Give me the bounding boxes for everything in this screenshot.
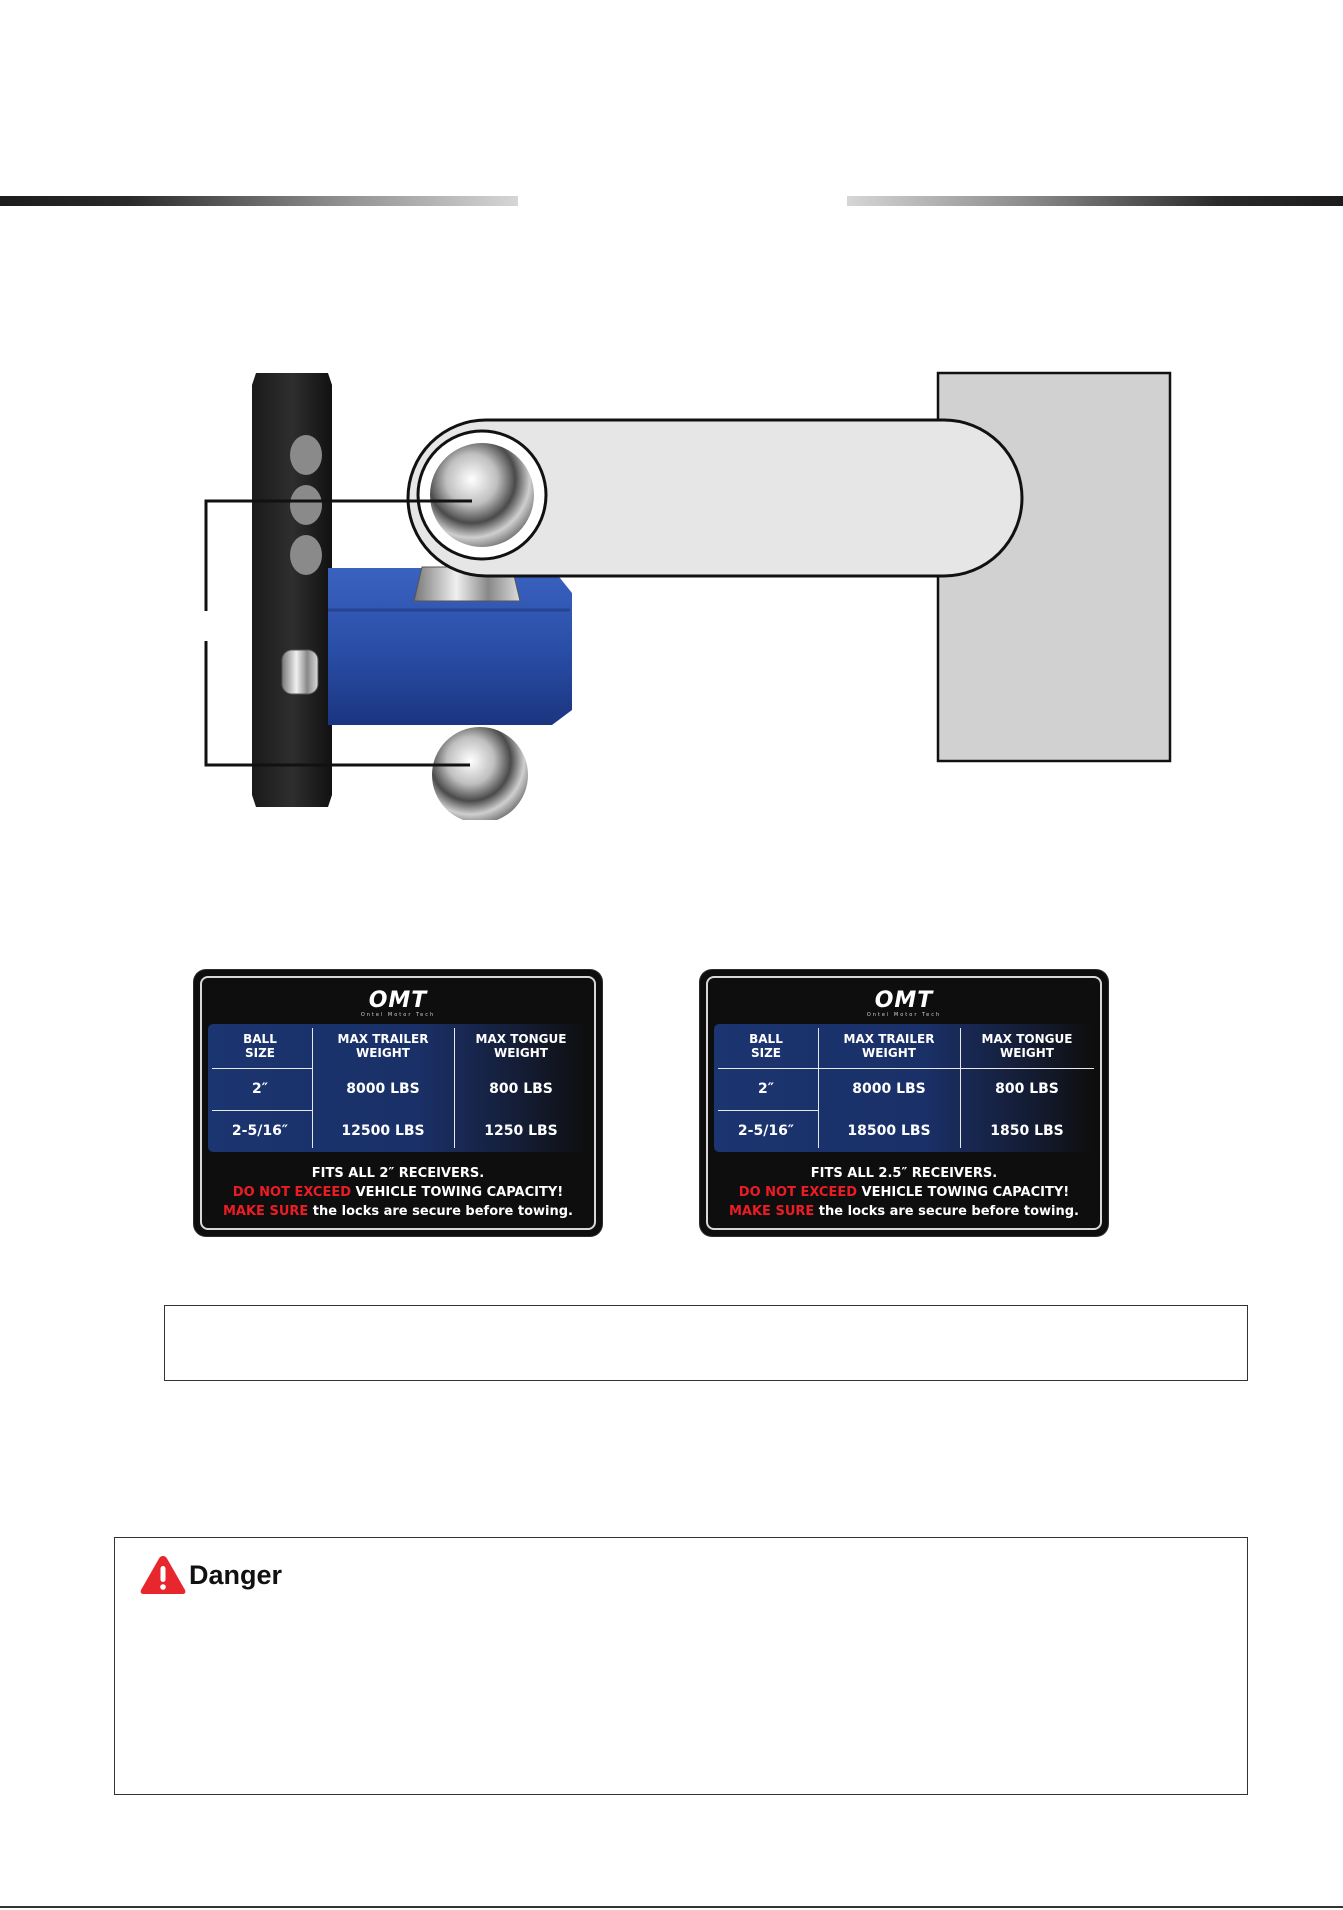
table-cell: 2-5/16″ xyxy=(231,1123,289,1139)
header-ball-size: BALL SIZE xyxy=(749,1032,783,1060)
shank-hole-3 xyxy=(290,535,322,575)
table-cell: 8000 LBS xyxy=(346,1081,420,1097)
towing-capacity-warning: DO NOT EXCEED VEHICLE TOWING CAPACITY! xyxy=(738,1185,1070,1200)
spec-table xyxy=(208,1024,588,1152)
danger-header xyxy=(139,1554,282,1596)
table-cell: 8000 LBS xyxy=(852,1081,926,1097)
header-max-tongue-weight: MAX TONGUE WEIGHT xyxy=(475,1032,567,1060)
fits-receivers-text: FITS ALL 2.5″ RECEIVERS. xyxy=(810,1166,998,1181)
table-cell: 2″ xyxy=(758,1081,774,1097)
header-max-trailer-weight: MAX TRAILER WEIGHT xyxy=(337,1032,429,1060)
header-rule-left xyxy=(0,196,518,206)
omt-logo-subtitle: Ontel Motor Tech xyxy=(360,1012,436,1018)
upper-hitch-ball xyxy=(430,443,534,547)
hitch-illustration xyxy=(190,365,1180,820)
table-cell: 1250 LBS xyxy=(484,1123,558,1139)
locks-secure-warning: MAKE SURE the locks are secure before towing. xyxy=(728,1204,1079,1219)
omt-logo: OMT xyxy=(874,988,934,1013)
table-cell: 800 LBS xyxy=(489,1081,553,1097)
table-cell: 12500 LBS xyxy=(341,1123,425,1139)
label-notes xyxy=(194,1164,602,1221)
lock-pin xyxy=(282,650,318,694)
spec-table xyxy=(714,1024,1094,1152)
shank-bar xyxy=(252,373,332,807)
hitch-diagram xyxy=(190,365,1180,820)
table-cell: 2″ xyxy=(252,1081,268,1097)
shank-hole-2 xyxy=(290,485,322,525)
header-max-trailer-weight: MAX TRAILER WEIGHT xyxy=(843,1032,935,1060)
towing-capacity-warning: DO NOT EXCEED VEHICLE TOWING CAPACITY! xyxy=(232,1185,564,1200)
note-box xyxy=(164,1305,1248,1381)
omt-logo: OMT xyxy=(368,988,428,1013)
table-cell: 800 LBS xyxy=(995,1081,1059,1097)
header-ball-size: BALL SIZE xyxy=(243,1032,277,1060)
locks-secure-warning: MAKE SURE the locks are secure before towing. xyxy=(222,1204,573,1219)
header-rule-right xyxy=(847,196,1343,206)
fits-receivers-text: FITS ALL 2″ RECEIVERS. xyxy=(311,1166,485,1181)
header-max-tongue-weight: MAX TONGUE WEIGHT xyxy=(981,1032,1073,1060)
table-cell: 2-5/16″ xyxy=(737,1123,795,1139)
danger-box xyxy=(114,1537,1248,1795)
danger-title: Danger xyxy=(189,1559,283,1590)
omt-logo-subtitle: Ontel Motor Tech xyxy=(866,1012,942,1018)
shank-hole-1 xyxy=(290,435,322,475)
label-notes xyxy=(700,1164,1108,1221)
warning-triangle-icon xyxy=(139,1554,187,1596)
capacity-label-2-5in xyxy=(700,970,1108,1236)
table-cell: 1850 LBS xyxy=(990,1123,1064,1139)
lower-hitch-ball xyxy=(432,727,528,820)
table-cell: 18500 LBS xyxy=(847,1123,931,1139)
footer-rule xyxy=(0,1906,1343,1908)
capacity-label-2in xyxy=(194,970,602,1236)
